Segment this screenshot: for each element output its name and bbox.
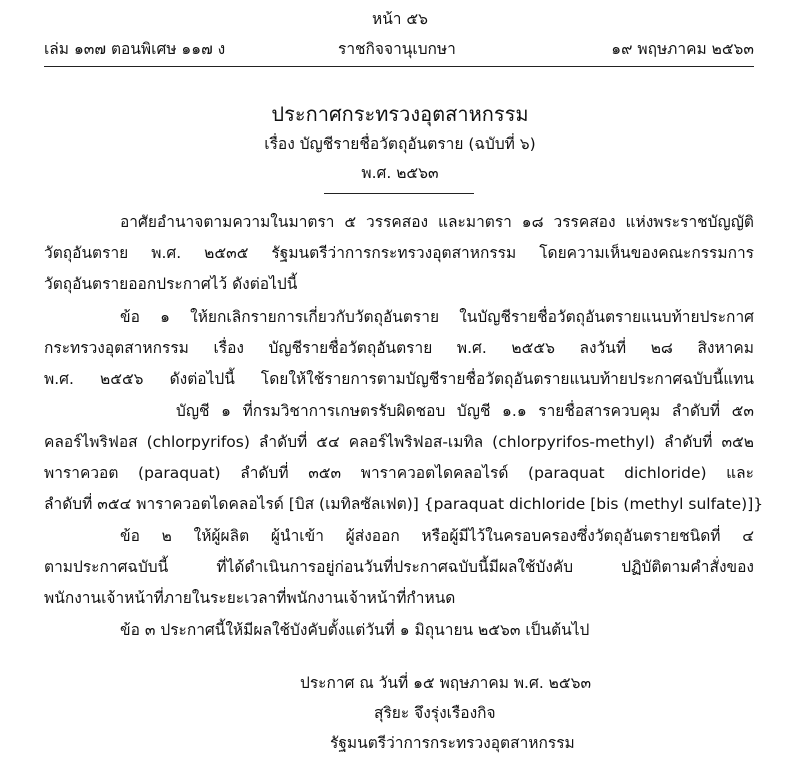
clause-1-line: พ.ศ. ๒๕๕๖ ดังต่อไปนี้ โดยให้ใช้รายการตามบัญชีรายชื่อวัตถุอันตรายแนบท้ายประกาศฉบับนี้แทน (44, 370, 754, 388)
signatory-position: รัฐมนตรีว่าการกระทรวงอุตสาหกรรม (330, 734, 575, 752)
clause-1-line: ข้อ ๑ ให้ยกเลิกรายการเกี่ยวกับวัตถุอันตราย ในบัญชีรายชื่อวัตถุอันตรายแนบท้ายประกาศ (120, 308, 754, 326)
title-divider (324, 193, 474, 194)
preamble-line: อาศัยอำนาจตามความในมาตรา ๕ วรรคสอง และมาตรา ๑๘ วรรคสอง แห่งพระราชบัญญัติ (120, 213, 754, 231)
hazard-list-line: บัญชี ๑ ที่กรมวิชาการเกษตรรับผิดชอบ บัญชี ๑.๑ รายชื่อสารควบคุม ลำดับที่ ๕๓ (176, 402, 754, 420)
preamble-line: วัตถุอันตราย พ.ศ. ๒๕๓๕ รัฐมนตรีว่าการกระทรวงอุตสาหกรรม โดยความเห็นของคณะกรรมการ (44, 244, 754, 262)
page-number: หน้า ๕๖ (371, 10, 428, 28)
gazette-date: ๑๙ พฤษภาคม ๒๕๖๓ (611, 40, 754, 58)
clause-1-line: กระทรวงอุตสาหกรรม เรื่อง บัญชีรายชื่อวัตถุอันตราย พ.ศ. ๒๕๕๖ ลงวันที่ ๒๘ สิงหาคม (44, 339, 754, 357)
announcement-year: พ.ศ. ๒๕๖๓ (361, 164, 439, 182)
announcement-title: ประกาศกระทรวงอุตสาหกรรม (271, 102, 529, 126)
announcement-subject: เรื่อง บัญชีรายชื่อวัตถุอันตราย (ฉบับที่ ๖) (264, 135, 536, 153)
clause-2-line: ข้อ ๒ ให้ผู้ผลิต ผู้นำเข้า ผู้ส่งออก หรือผู้มีไว้ในครอบครองซึ่งวัตถุอันตรายชนิดที่ ๔ (120, 527, 754, 545)
clause-2-line: ตามประกาศฉบับนี้ ที่ได้ดำเนินการอยู่ก่อนวันที่ประกาศฉบับนี้มีผลใช้บังคับ ปฏิบัติตามคำสั่งของ (44, 558, 754, 576)
preamble-line: วัตถุอันตรายออกประกาศไว้ ดังต่อไปนี้ (44, 275, 298, 293)
hazard-list-line: พาราควอต (paraquat) ลำดับที่ ๓๕๓ พาราควอตไดคลอไรด์ (paraquat dichloride) และ (44, 464, 754, 482)
clause-2-line: พนักงานเจ้าหน้าที่ภายในระยะเวลาที่พนักงานเจ้าหน้าที่กำหนด (44, 589, 456, 607)
gazette-name: ราชกิจจานุเบกษา (338, 40, 456, 58)
gazette-volume: เล่ม ๑๓๗ ตอนพิเศษ ๑๑๗ ง (44, 40, 226, 58)
signatory-name: สุริยะ จึงรุ่งเรืองกิจ (374, 704, 496, 722)
header-divider (44, 66, 754, 67)
hazard-list-line: คลอร์ไพริฟอส (chlorpyrifos) ลำดับที่ ๕๔ คลอร์ไพริฟอส-เมทิล (chlorpyrifos-methyl) ลำดับที่ ๓๕๒ (44, 433, 754, 451)
hazard-list-line: ลำดับที่ ๓๕๔ พาราควอตไดคลอไรด์ [บิส (เมทิลซัลเฟต)] {paraquat dichloride [bis (methyl sulfate)]} (44, 495, 764, 513)
announcement-date: ประกาศ ณ วันที่ ๑๕ พฤษภาคม พ.ศ. ๒๕๖๓ (300, 674, 592, 692)
clause-3-line: ข้อ ๓ ประกาศนี้ให้มีผลใช้บังคับตั้งแต่วันที่ ๑ มิถุนายน ๒๕๖๓ เป็นต้นไป (120, 621, 590, 639)
